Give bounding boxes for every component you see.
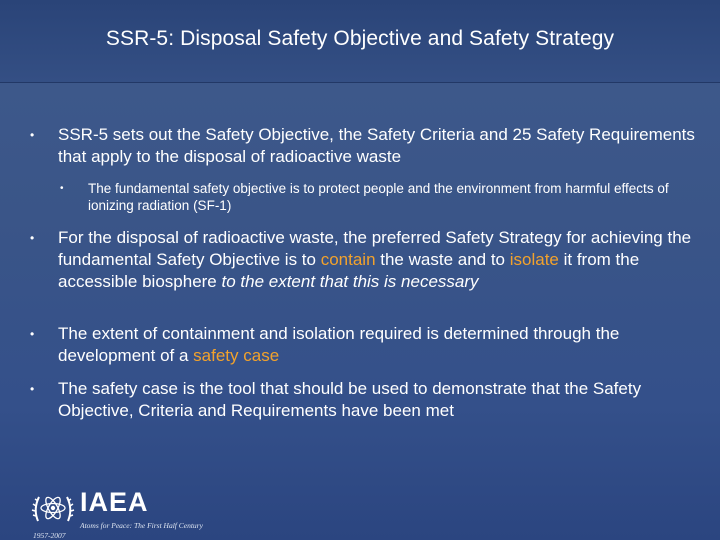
title-bar	[0, 0, 720, 83]
bullet-2	[30, 227, 695, 293]
bullet-2-marker: •	[30, 231, 35, 245]
footer-logo	[30, 478, 330, 538]
highlight-isolate: isolate	[509, 250, 559, 269]
bullet-3-marker: •	[30, 327, 35, 341]
bullet-1	[30, 124, 695, 168]
iaea-emblem-icon	[30, 485, 76, 531]
bullet-1-text: SSR-5 sets out the Safety Objective, the Safety Criteria and 25 Safety Requirements that apply to the disposal of radioactive waste	[58, 125, 695, 166]
sub-bullet-1-marker: •	[60, 183, 64, 194]
highlight-safety-case: safety case	[193, 346, 280, 365]
bullet-4-marker: •	[30, 382, 35, 396]
bullet-3-part-1: The extent of containment and isolation required is determined through the development of a	[58, 324, 620, 365]
sub-bullet-1-text: The fundamental safety objective is to protect people and the environment from harmful effects of ionizing radiation (SF-1)	[88, 181, 669, 213]
bullet-2-part-2: the waste and to	[375, 250, 510, 269]
bullet-2-part-3: it from the accessible biosphere	[58, 250, 640, 291]
sub-bullet-1	[60, 180, 690, 214]
highlight-contain: contain	[320, 250, 376, 269]
bullet-3-text	[30, 323, 695, 367]
iaea-wordmark: IAEA	[80, 487, 149, 517]
bullet-4	[30, 378, 695, 422]
bullet-3	[30, 323, 695, 367]
iaea-tagline: Atoms for Peace: The First Half Century	[80, 521, 203, 530]
bullet-2-part-1: For the disposal of radioactive waste, the preferred Safety Strategy for achieving the fundamental Safety Objective is to	[58, 228, 692, 269]
iaea-years: 1957-2007	[33, 531, 66, 540]
bullet-4-text: The safety case is the tool that should be used to demonstrate that the Safety Objective, Criteria and Requirements have been met	[58, 379, 642, 420]
bullet-2-emphasis: to the extent that this is necessary	[221, 272, 479, 291]
bullet-2-text	[30, 227, 695, 293]
bullet-1-marker: •	[30, 128, 35, 142]
slide-title: SSR-5: Disposal Safety Objective and Safety Strategy	[105, 27, 615, 50]
